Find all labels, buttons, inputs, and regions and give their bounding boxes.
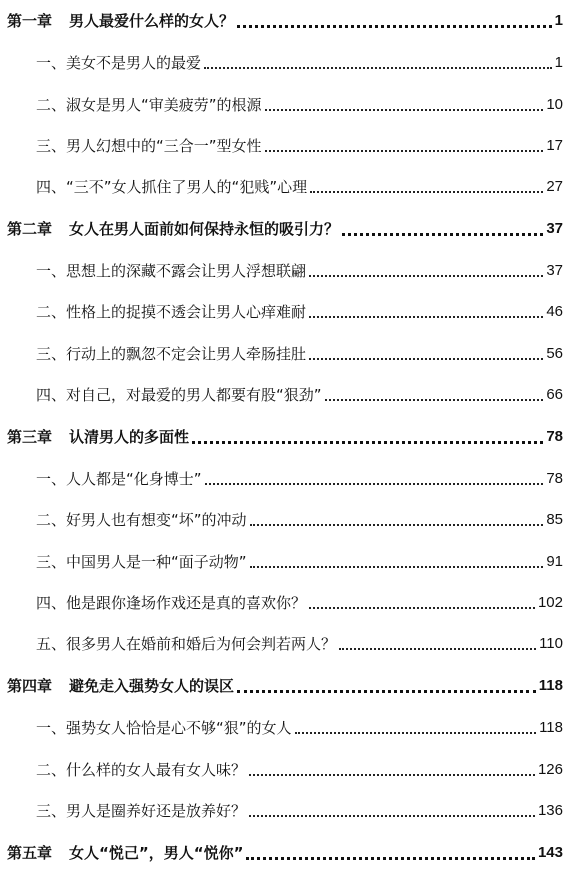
- section-title: 三、男人是圈养好还是放养好？: [36, 802, 247, 820]
- toc-section-row[interactable]: [36, 505, 563, 535]
- section-title: 三、中国男人是一种“面子动物”: [36, 553, 247, 571]
- dot-leader: [237, 690, 536, 693]
- toc-section-row[interactable]: [36, 796, 563, 826]
- dot-leader: [204, 67, 552, 69]
- dot-leader: [237, 25, 552, 28]
- toc-section-row[interactable]: [36, 464, 563, 494]
- dot-leader: [342, 233, 543, 236]
- toc-section-row[interactable]: [36, 297, 563, 327]
- dot-leader: [339, 648, 536, 650]
- toc-chapter-row[interactable]: [7, 6, 563, 36]
- page-number: 66: [546, 386, 563, 403]
- dot-leader: [192, 441, 543, 444]
- chapter-title: 女人在男人面前如何保持永恒的吸引力？: [69, 220, 340, 238]
- page-number: 85: [546, 511, 563, 528]
- page-number: 17: [546, 137, 563, 154]
- dot-leader: [309, 358, 543, 360]
- section-title: 四、他是跟你逢场作戏还是真的喜欢你？: [36, 594, 307, 612]
- section-title: 一、强势女人恰恰是心不够“狠”的女人: [36, 719, 292, 737]
- section-title: 四、“三不”女人抓住了男人的“犯贱”心理: [36, 178, 308, 196]
- page-number: 10: [546, 96, 563, 113]
- page-number: 143: [537, 844, 563, 861]
- dot-leader: [309, 316, 543, 318]
- page-number: 102: [537, 594, 563, 611]
- dot-leader: [250, 566, 544, 568]
- dot-leader: [309, 275, 543, 277]
- dot-leader: [249, 815, 535, 817]
- page-number: 56: [546, 345, 563, 362]
- toc-chapter-row[interactable]: [7, 422, 563, 452]
- chapter-title: 认清男人的多面性: [69, 428, 190, 446]
- dot-leader: [249, 774, 535, 776]
- chapter-number: 第一章: [7, 12, 53, 30]
- toc-section-row[interactable]: [36, 380, 563, 410]
- section-title: 一、思想上的深藏不露会让男人浮想联翩: [36, 262, 307, 280]
- dot-leader: [309, 607, 535, 609]
- page-number: 37: [546, 220, 563, 237]
- chapter-number: 第二章: [7, 220, 53, 238]
- dot-leader: [325, 399, 544, 401]
- page-number: 91: [546, 553, 563, 570]
- page-number: 118: [538, 677, 563, 694]
- dot-leader: [295, 732, 537, 734]
- toc-chapter-row[interactable]: [7, 838, 563, 868]
- toc-section-row[interactable]: [36, 588, 563, 618]
- dot-leader: [265, 150, 544, 152]
- toc-section-row[interactable]: [36, 48, 563, 78]
- chapter-title: 女人“悦己”，男人“悦你”: [69, 844, 244, 862]
- toc-section-row[interactable]: [36, 629, 563, 659]
- toc-section-row[interactable]: [36, 713, 563, 743]
- page-number: 46: [546, 303, 563, 320]
- page-number: 1: [554, 54, 563, 71]
- toc-section-row[interactable]: [36, 172, 563, 202]
- toc-chapter-row[interactable]: [7, 214, 563, 244]
- section-title: 一、人人都是“化身博士”: [36, 470, 202, 488]
- section-title: 五、很多男人在婚前和婚后为何会判若两人？: [36, 635, 337, 653]
- section-title: 四、对自己，对最爱的男人都要有股“狠劲”: [36, 386, 322, 404]
- dot-leader: [250, 524, 544, 526]
- page-number: 110: [539, 635, 563, 652]
- toc-section-row[interactable]: [36, 90, 563, 120]
- chapter-number: 第五章: [7, 844, 53, 862]
- section-title: 二、淑女是男人“审美疲劳”的根源: [36, 96, 262, 114]
- toc-section-row[interactable]: [36, 339, 563, 369]
- section-title: 二、好男人也有想变“坏”的冲动: [36, 511, 247, 529]
- page-number: 78: [546, 470, 563, 487]
- chapter-number: 第四章: [7, 677, 53, 695]
- chapter-title: 男人最爱什么样的女人？: [69, 12, 235, 30]
- dot-leader: [265, 109, 544, 111]
- section-title: 三、男人幻想中的“三合一”型女性: [36, 137, 262, 155]
- dot-leader: [310, 191, 543, 193]
- page-number: 78: [546, 428, 563, 445]
- dot-leader: [246, 857, 535, 860]
- chapter-number: 第三章: [7, 428, 53, 446]
- toc-section-row[interactable]: [36, 131, 563, 161]
- chapter-title: 避免走入强势女人的误区: [69, 677, 235, 695]
- page-number: 118: [539, 719, 563, 736]
- dot-leader: [205, 483, 544, 485]
- section-title: 一、美女不是男人的最爱: [36, 54, 202, 72]
- page-number: 1: [554, 12, 563, 29]
- page-number: 27: [546, 178, 563, 195]
- toc-chapter-row[interactable]: [7, 671, 563, 701]
- section-title: 二、性格上的捉摸不透会让男人心痒难耐: [36, 303, 307, 321]
- toc-section-row[interactable]: [36, 547, 563, 577]
- page-number: 37: [546, 262, 563, 279]
- toc-section-row[interactable]: [36, 256, 563, 286]
- section-title: 二、什么样的女人最有女人味？: [36, 761, 247, 779]
- section-title: 三、行动上的飘忽不定会让男人牵肠挂肚: [36, 345, 307, 363]
- toc-section-row[interactable]: [36, 755, 563, 785]
- page-number: 126: [537, 761, 563, 778]
- page-number: 136: [537, 802, 563, 819]
